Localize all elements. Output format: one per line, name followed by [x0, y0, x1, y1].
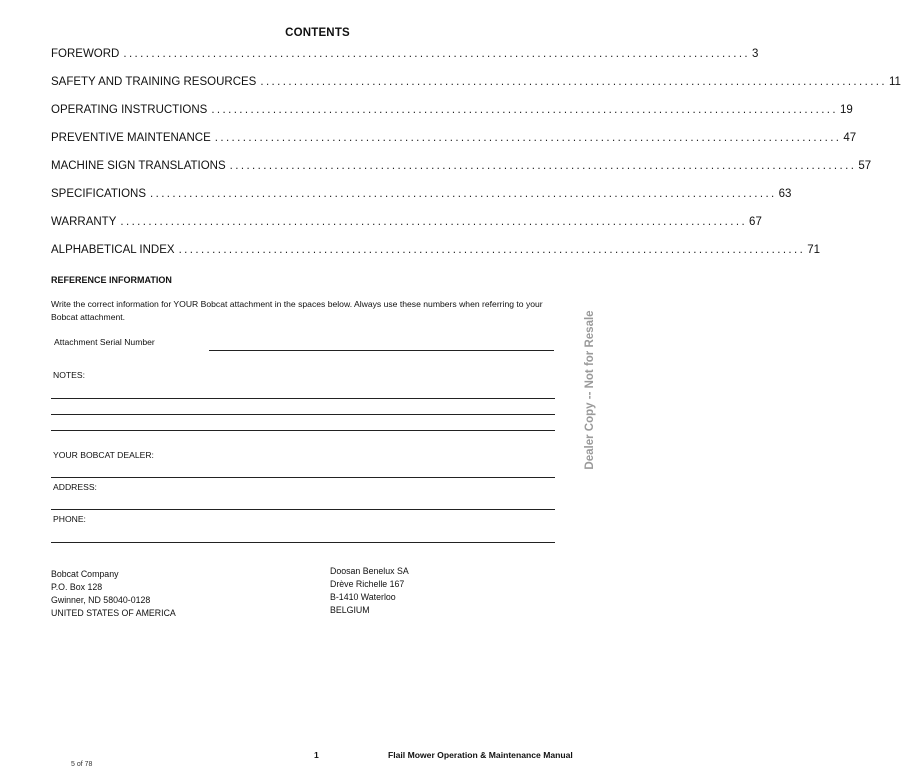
address-line: Gwinner, ND 58040-0128: [51, 595, 151, 605]
toc-entry-page: 67: [749, 216, 762, 228]
notes-line[interactable]: [51, 430, 555, 431]
toc-entry-page: 57: [858, 160, 872, 172]
serial-number-label: Attachment Serial Number: [54, 337, 155, 347]
address-line: Bobcat Company: [51, 569, 119, 579]
address-line: B-1410 Waterloo: [330, 592, 396, 602]
toc-entry-safety[interactable]: [51, 76, 901, 104]
phone-label: PHONE:: [53, 514, 86, 524]
address-line: UNITED STATES OF AMERICA: [51, 608, 176, 618]
toc-leader-dots: ................................................................................................................: [229, 160, 857, 172]
toc-entry-maintenance[interactable]: [51, 132, 857, 160]
toc-entry-sign-translations[interactable]: [51, 160, 872, 188]
toc-entry-specifications[interactable]: [51, 188, 792, 216]
toc-entry-page: 71: [807, 244, 821, 256]
address-field[interactable]: [51, 509, 555, 510]
toc-entry-page: 3: [752, 48, 759, 60]
toc-entry-page: 11: [889, 76, 901, 88]
notes-line[interactable]: [51, 398, 555, 399]
address-line: Doosan Benelux SA: [330, 566, 409, 576]
toc-leader-dots: ................................................................................................................: [150, 188, 777, 200]
address-line: BELGIUM: [330, 605, 370, 615]
phone-field[interactable]: [51, 542, 555, 543]
footer-page-count: 5 of 78: [71, 761, 93, 768]
toc-entry-label: OPERATING INSTRUCTIONS: [51, 104, 208, 116]
toc-entry-warranty[interactable]: [51, 216, 762, 244]
reference-instructions: Write the correct information for YOUR Bobcat attachment in the spaces below. Always use these numbers when referring to your Bobcat attachment.: [51, 299, 543, 322]
notes-line[interactable]: [51, 414, 555, 415]
address-line: P.O. Box 128: [51, 582, 103, 592]
dealer-label: YOUR BOBCAT DEALER:: [53, 450, 154, 460]
toc-entry-label: PREVENTIVE MAINTENANCE: [51, 132, 211, 144]
toc-entry-label: WARRANTY: [51, 216, 117, 228]
toc-entry-label: ALPHABETICAL INDEX: [51, 244, 175, 256]
toc-entry-label: FOREWORD: [51, 48, 120, 60]
dealer-field[interactable]: [51, 477, 555, 478]
toc-entry-label: SAFETY AND TRAINING RESOURCES: [51, 76, 257, 88]
address-label: ADDRESS:: [53, 482, 97, 492]
toc-entry-index[interactable]: [51, 244, 821, 272]
address-line: Drève Richelle 167: [330, 579, 405, 589]
toc-leader-dots: ................................................................................................................: [211, 104, 838, 116]
page-title: CONTENTS: [285, 27, 350, 39]
footer-manual-title: Flail Mower Operation & Maintenance Manual: [388, 750, 573, 760]
address-block-eu: [330, 565, 409, 617]
toc-leader-dots: ................................................................................................................: [260, 76, 887, 88]
notes-label: NOTES:: [53, 370, 85, 380]
toc-entry-foreword[interactable]: [51, 48, 759, 76]
toc-leader-dots: ................................................................................................................: [120, 216, 748, 228]
toc-leader-dots: ................................................................................................................: [123, 48, 751, 60]
serial-number-field[interactable]: [209, 350, 554, 351]
footer-page-number: 1: [314, 750, 319, 760]
address-block-us: [51, 568, 176, 620]
watermark: Dealer Copy -- Not for Resale: [584, 310, 596, 470]
table-of-contents: [51, 48, 901, 272]
toc-leader-dots: ................................................................................................................: [214, 132, 842, 144]
reference-heading: REFERENCE INFORMATION: [51, 275, 172, 285]
toc-entry-operating[interactable]: [51, 104, 853, 132]
toc-entry-label: MACHINE SIGN TRANSLATIONS: [51, 160, 226, 172]
toc-entry-page: 19: [839, 104, 853, 116]
toc-leader-dots: ................................................................................................................: [178, 244, 806, 256]
toc-entry-page: 63: [778, 188, 792, 200]
toc-entry-page: 47: [843, 132, 857, 144]
toc-entry-label: SPECIFICATIONS: [51, 188, 146, 200]
